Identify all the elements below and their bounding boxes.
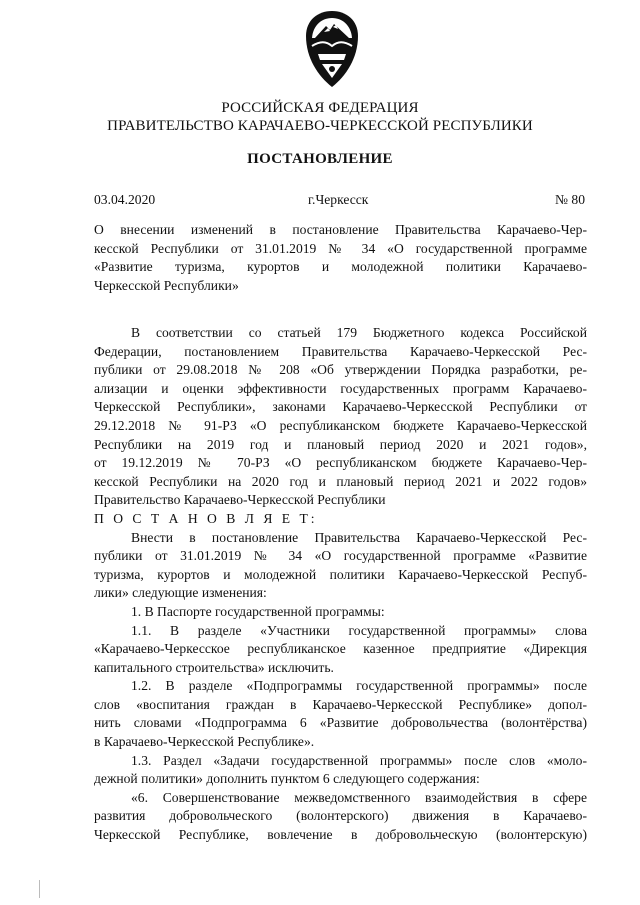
item-1-1-line: «Карачаево-Черкесское республиканское казенное предприятие «Дирекция <box>94 641 587 657</box>
document-date: 03.04.2020 <box>94 192 156 207</box>
intro-line: публики от 31.01.2019 № 34 «О государственной программе «Развитие <box>94 548 587 564</box>
document-city: г.Черкесск <box>308 192 369 207</box>
item-1-2-line: в Карачаево-Черкесской Республике». <box>94 734 315 750</box>
preamble-line: ализации и оценки эффективности государственных программ Карачаево- <box>94 380 587 396</box>
intro-paragraph <box>94 529 587 603</box>
item-1-1-line: 1.1. В разделе «Участники государственной программы» слова <box>131 622 587 638</box>
item-1: 1. В Паспорте государственной программы: <box>131 603 385 619</box>
decree-subject <box>94 221 587 295</box>
preamble-line: В соответствии со статьей 179 Бюджетного кодекса Российской <box>131 325 587 340</box>
subject-line: Черкесской Республики» <box>94 277 239 293</box>
item-1-1-line: капитального строительства» исключить. <box>94 659 334 675</box>
subject-line: О внесении изменений в постановление Правительства Карачаево-Чер- <box>94 222 587 237</box>
preamble-line: Республики на 2019 год и плановый период 2020 и 2021 годов», <box>94 436 587 452</box>
decree-body <box>94 324 587 845</box>
quote-line: развития добровольческого (волонтерского) движения в Карачаево- <box>94 808 587 824</box>
document-meta-row <box>94 191 585 211</box>
preamble-line: кесской Республики на 2020 год и плановый период 2021 и 2022 годов» <box>94 473 587 489</box>
scan-mark <box>39 880 40 898</box>
item-1-2-line: нить словами «Подпрограмма 6 «Развитие добровольчества (волонтёрства) <box>94 715 587 731</box>
intro-line: лики» следующие изменения: <box>94 585 267 601</box>
document-number: № 80 <box>555 192 585 207</box>
country-heading: РОССИЙСКАЯ ФЕДЕРАЦИЯ <box>221 100 419 116</box>
coat-of-arms-icon <box>300 8 364 90</box>
subject-line: «Развитие туризма, курортов и молодежной политики Карачаево- <box>94 259 587 275</box>
government-heading: ПРАВИТЕЛЬСТВО КАРАЧАЕВО-ЧЕРКЕССКОЙ РЕСПУБЛИКИ <box>107 118 533 134</box>
quote-line: «6. Совершенствование межведомственного взаимодействия в сфере <box>131 789 587 805</box>
document-title: ПОСТАНОВЛЕНИЕ <box>247 151 393 167</box>
preamble-line: публики от 29.08.2018 № 208 «Об утверждении Порядка разработки, ре- <box>94 362 587 378</box>
preamble-paragraph <box>94 324 587 510</box>
preamble-line: от 19.12.2019 № 70-РЗ «О республиканском бюджете Карачаево-Чер- <box>94 455 587 471</box>
preamble-line: Правительство Карачаево-Черкесской Республики <box>94 492 386 508</box>
intro-line: Внести в постановление Правительства Карачаево-Черкесской Рес- <box>131 529 587 545</box>
item-1-3-line: 1.3. Раздел «Задачи государственной программы» после слов «моло- <box>131 752 587 768</box>
decree-word: П О С Т А Н О В Л Я Е Т: <box>94 510 318 526</box>
item-1-2-line: 1.2. В разделе «Подпрограммы государственной программы» после <box>131 678 587 694</box>
item-1-3-line: дежной политики» дополнить пунктом 6 следующего содержания: <box>94 771 480 787</box>
preamble-line: Черкесской Республики», законами Карачаево-Черкесской Республики от <box>94 399 587 415</box>
preamble-line: 29.12.2018 № 91-РЗ «О республиканском бюджете Карачаево-Черкесской <box>94 417 587 433</box>
item-1-1 <box>94 622 587 678</box>
subject-line: кесской Республики от 31.01.2019 № 34 «О государственной программе <box>94 240 587 256</box>
quote-item-6 <box>94 789 587 845</box>
item-1-3 <box>94 752 587 789</box>
item-1-2 <box>94 677 587 751</box>
preamble-line: Федерации, постановлением Правительства Карачаево-Черкесской Рес- <box>94 343 587 359</box>
item-1-2-line: слов «воспитания граждан в Карачаево-Черкесской Республике» допол- <box>94 696 587 712</box>
intro-line: туризма, курортов и молодежной политики Карачаево-Черкесской Респуб- <box>94 566 587 582</box>
quote-line: Черкесской Республике, вовлечение в добровольческую (волонтерскую) <box>94 827 587 843</box>
